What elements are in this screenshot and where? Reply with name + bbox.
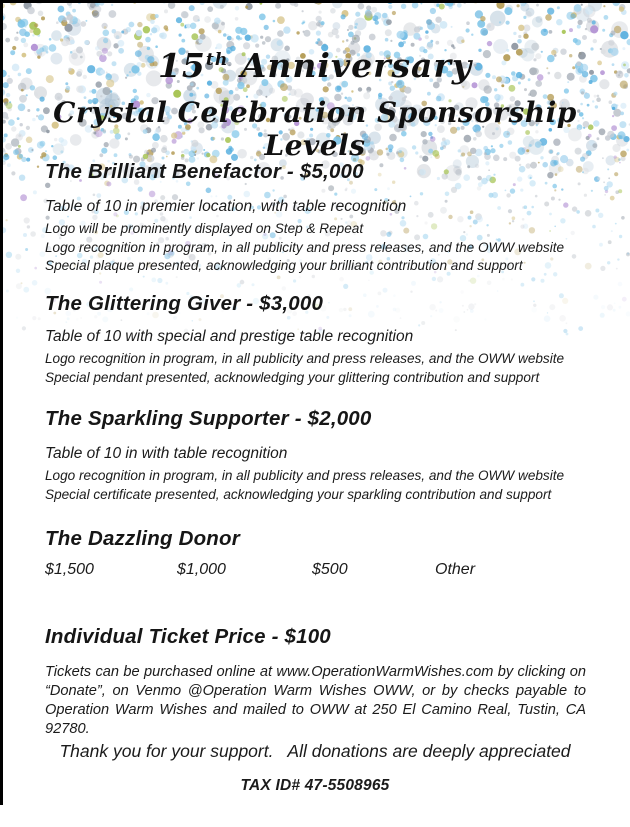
- amount-option-1000: $1,000: [177, 561, 226, 578]
- amount-option-other: Other: [435, 561, 476, 578]
- page-title-word: Anniversary: [228, 46, 473, 85]
- section-lead: Table of 10 with special and prestige table recognition: [45, 328, 414, 345]
- section-heading-dazzling-donor: The Dazzling Donor: [45, 527, 240, 550]
- section-line: Logo recognition in program, in all publicity and press releases, and the OWW website: [45, 468, 565, 483]
- section-line: Special plaque presented, acknowledging your brilliant contribution and support: [45, 258, 523, 274]
- ticket-purchase-paragraph: Tickets can be purchased online at www.OperationWarmWishes.com by clicking on “Donate”, on Venmo @Operation Warm Wishes OWW, or by checks payable to Operation Warm Wishes and mailed to OWW at 250 El Camino Real, Tustin, CA 92780.: [45, 664, 586, 737]
- scan-border-top: [0, 0, 630, 3]
- section-lead: Table of 10 in premier location, with table recognition: [45, 198, 407, 215]
- page-title-number: 15: [157, 46, 206, 85]
- section-line: Logo recognition in program, in all publicity and press releases, and the OWW website: [45, 239, 565, 255]
- section-heading-brilliant-benefactor: The Brilliant Benefactor - $5,000: [45, 160, 364, 183]
- section-heading-individual-ticket: Individual Ticket Price - $100: [45, 625, 331, 648]
- section-heading-glittering-giver: The Glittering Giver - $3,000: [45, 292, 324, 315]
- section-line: Special pendant presented, acknowledging your glittering contribution and support: [45, 369, 540, 385]
- amount-option-1500: $1,500: [45, 561, 94, 578]
- section-line: Special certificate presented, acknowledging your sparkling contribution and support: [45, 486, 552, 502]
- section-body-sparkling-supporter: [45, 444, 586, 504]
- donation-amounts-row: [45, 561, 586, 583]
- tax-id: TAX ID# 47-5508965: [240, 777, 390, 794]
- section-line: Logo will be prominently displayed on Step & Repeat: [45, 221, 364, 236]
- footer-thanks: Thank you for your support. All donations are deeply appreciated: [59, 741, 571, 761]
- section-body-glittering-giver: [45, 327, 586, 387]
- page-title-ordinal: th: [205, 50, 229, 70]
- section-lead: Table of 10 in with table recognition: [45, 445, 288, 462]
- section-body-brilliant-benefactor: [45, 197, 586, 276]
- page-subtitle: Crystal Celebration Sponsorship Levels: [53, 96, 577, 162]
- section-line: Logo recognition in program, in all publicity and press releases, and the OWW website: [45, 351, 565, 366]
- section-heading-sparkling-supporter: The Sparkling Supporter - $2,000: [45, 407, 372, 430]
- page-title: [0, 46, 630, 85]
- scan-border-left: [0, 0, 3, 805]
- amount-option-500: $500: [312, 561, 348, 578]
